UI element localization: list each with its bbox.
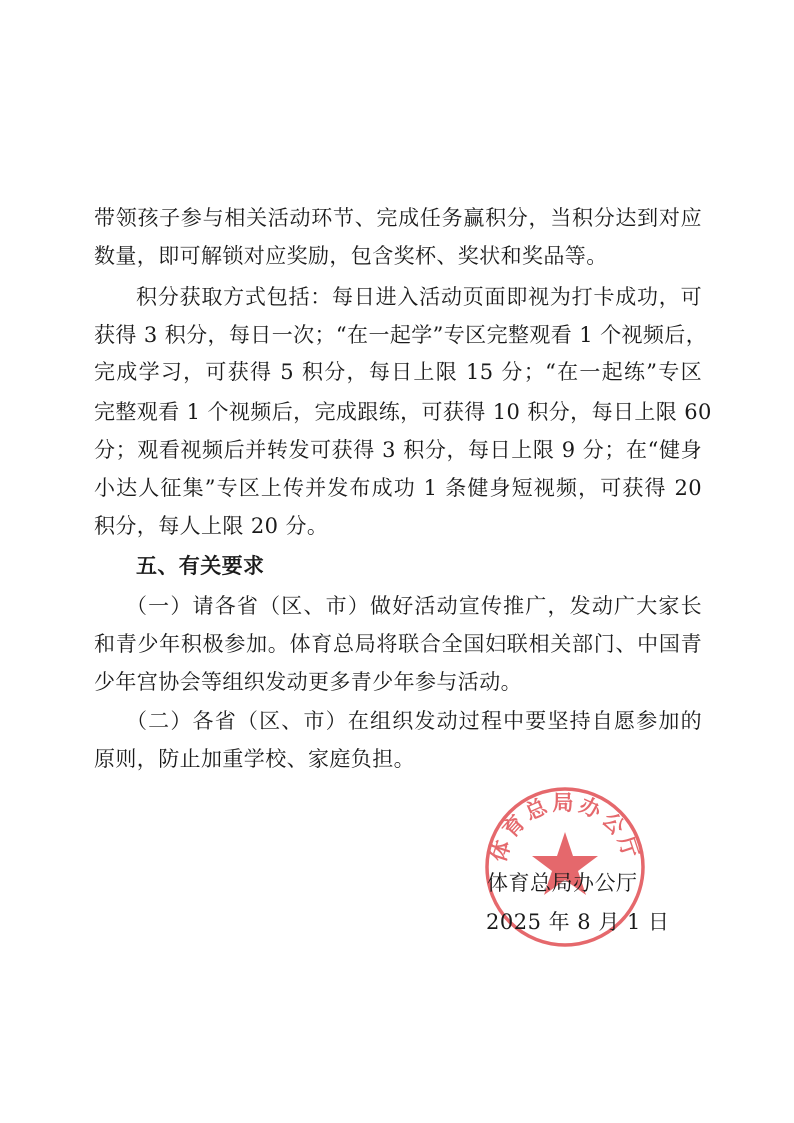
issue-date: 2025 年 8 月 1 日 <box>486 910 670 934</box>
paragraph-line: （二）各省（区、市）在组织发动过程中要坚持自愿参加的 <box>126 709 702 733</box>
section-heading: 五、有关要求 <box>136 554 265 578</box>
paragraph-line: 带领孩子参与相关活动环节、完成任务赢积分，当积分达到对应 <box>94 206 702 230</box>
issuer-signature: 体育总局办公厅 <box>487 871 638 895</box>
paragraph-line: 少年宫协会等组织发动更多青少年参与活动。 <box>94 670 522 694</box>
paragraph-line: 原则，防止加重学校、家庭负担。 <box>94 747 415 771</box>
paragraph-line: 积分，每人上限 20 分。 <box>94 514 329 538</box>
paragraph-line: 获得 3 积分，每日一次；“在一起学”专区完整观看 1 个视频后， <box>94 323 708 347</box>
paragraph-line: 和青少年积极参加。体育总局将联合全国妇联相关部门、中国青 <box>94 632 702 656</box>
paragraph-line: 完整观看 1 个视频后，完成跟练，可获得 10 积分，每日上限 60 <box>94 400 712 424</box>
paragraph-line: （一）请各省（区、市）做好活动宣传推广，发动广大家长 <box>126 594 702 618</box>
paragraph-line: 数量，即可解锁对应奖励，包含奖杯、奖状和奖品等。 <box>94 244 608 268</box>
paragraph-line: 完成学习，可获得 5 积分，每日上限 15 分；“在一起练”专区 <box>94 360 702 384</box>
seal-text: 体育总局办公厅 <box>486 791 644 865</box>
paragraph-line: 积分获取方式包括：每日进入活动页面即视为打卡成功，可 <box>136 285 702 309</box>
paragraph-line: 小达人征集”专区上传并发布成功 1 条健身短视频，可获得 20 <box>94 476 702 500</box>
paragraph-line: 分；观看视频后并转发可获得 3 积分，每日上限 9 分；在“健身 <box>94 438 702 462</box>
